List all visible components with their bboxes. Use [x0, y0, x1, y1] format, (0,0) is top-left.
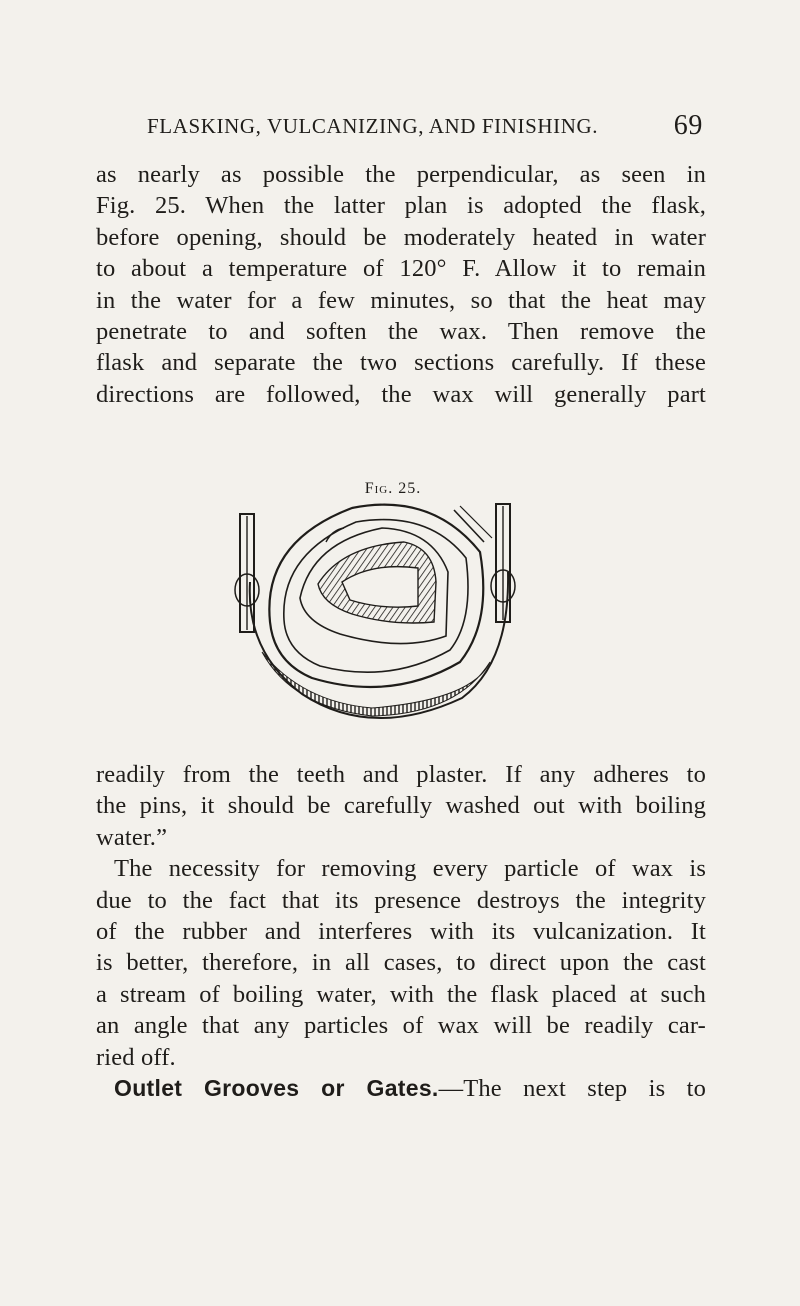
text-line: due to the fact that its presence destroys the integrity [96, 886, 706, 914]
text-line: to about a temperature of 120° F. Allow it to remain [96, 255, 706, 283]
section-line [96, 1073, 706, 1104]
paragraph-continued [96, 159, 706, 410]
running-head [147, 110, 703, 146]
text-line: penetrate to and soften the wax. Then remove the [96, 317, 706, 345]
section-text: —The next step is to [438, 1074, 707, 1102]
text-line: of the rubber and interferes with its vulcanization. It [96, 917, 706, 945]
page-number: 69 [673, 110, 703, 141]
figure-caption: Fig. 25. [364, 480, 422, 497]
text-line: is better, therefore, in all cases, to direct upon the cast [96, 949, 706, 977]
text-line: water.” [96, 823, 168, 851]
text-line: a stream of boiling water, with the flask placed at such [96, 980, 706, 1008]
text-line: ried off. [96, 1043, 176, 1071]
text-line: The necessity for removing every particle of wax is [114, 855, 706, 883]
text-line: an angle that any particles of wax will be readily car- [96, 1012, 706, 1040]
running-head-title: FLASKING, VULCANIZING, AND FINISHING. [147, 114, 599, 138]
text-line: in the water for a few minutes, so that the heat may [96, 286, 706, 314]
text-line: before opening, should be moderately heated in water [96, 223, 706, 251]
text-line: readily from the teeth and plaster. If any adheres to [96, 761, 706, 788]
text-line: flask and separate the two sections carefully. If these [96, 349, 706, 377]
flask-drawing [222, 502, 522, 734]
text-line: as nearly as possible the perpendicular, as seen in [96, 161, 706, 188]
text-line: directions are followed, the wax will generally part [96, 380, 706, 408]
paragraph-after-figure [96, 759, 706, 1104]
section-heading: Outlet Grooves or Gates. [114, 1074, 439, 1101]
text-line: Fig. 25. When the latter plan is adopted the flask, [96, 192, 706, 220]
text-line: the pins, it should be carefully washed out with boiling [96, 792, 706, 820]
flask-illustration [222, 502, 522, 734]
